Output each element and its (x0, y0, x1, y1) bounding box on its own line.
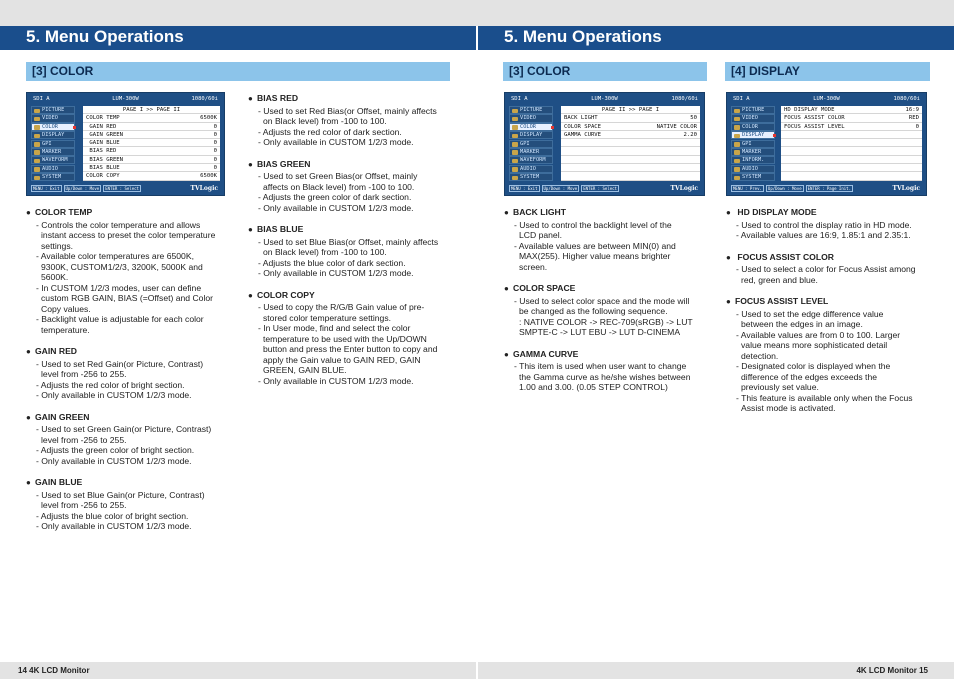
screen-setting-value: 6500K (200, 115, 217, 122)
item-text-line: - Available color temperatures are 6500K, (36, 251, 194, 261)
menu-item-icon (512, 150, 518, 155)
item-text-line: - Only available in CUSTOM 1/2/3 mode. (258, 375, 414, 386)
screen-setting-value: 6500K (200, 173, 217, 180)
item-text-line: between the edges in an image. (741, 319, 863, 329)
screen-menu-label: COLOR (42, 123, 58, 130)
item-text-line: - Adjusts the blue color of dark section. (258, 257, 406, 268)
item-text-line: on Black level) from -100 to 100. (263, 116, 387, 126)
screen-settings-row (781, 106, 922, 114)
item-text-line: value means more sophisticated detail (741, 340, 888, 350)
item-text-line: - Designated color is displayed when the (736, 361, 891, 371)
item-text-line: - Used to set Red Gain(or Picture, Contrast) (36, 358, 204, 369)
item-text-line: - Controls the color temperature and allows (36, 219, 201, 230)
menu-item-icon (734, 117, 740, 122)
description-item (504, 207, 710, 272)
screen-settings-row (561, 139, 700, 147)
screen-key-hint: MENU : Exit (33, 186, 60, 191)
screen-model: LUM-300W (591, 96, 618, 102)
item-heading: ● BACK LIGHT (504, 207, 710, 219)
screen-setting-value: 0 (213, 156, 217, 163)
screen-setting-label: PAGE I >> PAGE II (122, 107, 181, 113)
item-text-line: stored color temperature settings. (263, 312, 392, 323)
item-heading: ● BIAS GREEN (248, 159, 454, 171)
screen-setting-label: BIAS GREEN (86, 156, 124, 163)
item-text-line: - This item is used when user want to change (514, 361, 687, 371)
screen-settings-row (561, 114, 700, 122)
screen-settings-row (561, 123, 700, 131)
screen-menu-item (509, 131, 553, 139)
item-text-line: - Used to set Blue Gain(or Picture, Contrast) (36, 489, 205, 500)
screen-menu-label: MARKER (520, 148, 540, 155)
screen-settings-panel (83, 106, 220, 181)
screen-key-hint: MENU : Exit (511, 186, 538, 191)
item-text-line: difference of the edges exceeds the (741, 371, 878, 382)
item-heading: ● GAIN GREEN (26, 412, 222, 424)
screen-menu-item (731, 140, 775, 148)
screen-setting-label: BIAS BLUE (86, 165, 120, 172)
screen-menu-item (509, 140, 553, 148)
item-text-line: 5600K. (41, 272, 69, 282)
screen-setting-label: GAIN RED (86, 123, 117, 130)
screen-settings-row (561, 156, 700, 164)
screen-settings-row (83, 106, 220, 114)
screen-setting-value: 50 (690, 115, 697, 122)
description-item (248, 224, 454, 279)
top-band (0, 0, 954, 26)
screen-setting-label: COLOR TEMP (86, 115, 120, 122)
item-text-line: 9300K, CUSTOM1/2/3, 3200K, 5000K and (41, 261, 203, 272)
screen-brand-logo: TVLogic (670, 185, 698, 192)
menu-item-icon (512, 117, 518, 122)
menu-item-icon (34, 142, 40, 147)
screen-key-hint: Up/Down : Move (543, 186, 578, 191)
screen-settings-row (561, 147, 700, 155)
screen-brand-logo: TVLogic (190, 185, 218, 192)
screen-menu-label: SYSTEM (742, 174, 762, 180)
screen-menu-item (31, 106, 75, 114)
screen-key-hint: MENU : Prev. (733, 186, 762, 191)
menu-item-icon (34, 176, 40, 181)
item-text-line: - Only available in CUSTOM 1/2/3 mode. (36, 390, 192, 400)
item-text-line: - Available values are between MIN(0) and (514, 240, 676, 251)
screen-key-hint: Up/Down : Move (767, 186, 802, 191)
page-title-bar-right (478, 26, 954, 50)
screen-menu-label: GPI (42, 140, 52, 147)
screen-menu-item (731, 114, 775, 122)
item-text-line: level from -256 to 255. (41, 500, 127, 510)
screen-menu-item (731, 131, 775, 139)
screen-settings-row (83, 139, 220, 147)
item-text-line: SMPTE-C -> LUT EBU -> LUT D-CINEMA (519, 327, 681, 337)
screen-setting-value: 0 (213, 148, 217, 155)
monitor-screenshot-color-page1 (26, 92, 225, 196)
screen-menu-item (509, 114, 553, 122)
screen-menu-label: SYSTEM (42, 174, 62, 180)
item-text-line: temperature to be used with the Up/DOWN (263, 333, 427, 344)
item-text-line: button and press the Enter button to copy and (263, 344, 438, 354)
item-text-line: : NATIVE COLOR -> REC-709(sRGB) -> LUT (519, 316, 693, 327)
screen-menu-item (509, 156, 553, 164)
screen-setting-label: COLOR COPY (86, 173, 120, 180)
menu-item-icon (512, 125, 518, 130)
screen-setting-label: BACK LIGHT (564, 115, 598, 122)
item-text-line: red, green and blue. (741, 274, 818, 285)
screen-settings-row (83, 123, 220, 131)
screen-menu-label: MARKER (42, 148, 62, 155)
screen-setting-value: 0 (213, 123, 217, 130)
screen-key-hints (31, 185, 220, 193)
screen-setting-value: 0 (915, 123, 919, 130)
description-item (504, 349, 710, 393)
item-text-line: - Adjusts the blue color of bright section. (36, 510, 189, 521)
screen-menu-label: COLOR (742, 123, 758, 130)
item-text-line: - Only available in CUSTOM 1/2/3 mode. (258, 202, 414, 213)
item-text-line: apply the Gain value to GAIN RED, GAIN (263, 354, 421, 365)
item-text-line: - Available values are from 0 to 100. Larger (736, 329, 901, 340)
screen-menu (31, 106, 75, 181)
item-heading: ● GAMMA CURVE (504, 349, 710, 361)
screen-menu-label: PICTURE (42, 107, 65, 113)
screen-menu-label: MARKER (742, 148, 762, 155)
screen-menu (731, 106, 775, 181)
item-text-line: - Used to copy the R/G/B Gain value of pre- (258, 302, 425, 312)
screen-status-bar (509, 95, 700, 104)
menu-item-icon (512, 167, 518, 172)
screen-menu-label: DISPLAY (742, 132, 765, 139)
screen-status-bar (731, 95, 922, 104)
menu-item-icon (734, 109, 740, 114)
screen-menu-label: VIDEO (42, 115, 58, 122)
menu-item-icon (34, 150, 40, 155)
item-text-line: - This feature is available only when the Focus (736, 392, 913, 403)
item-text-line: - Adjusts the green color of dark section. (258, 192, 412, 202)
screen-settings-panel (781, 106, 922, 181)
item-text-line: - Used to set Green Gain(or Picture, Contrast) (36, 424, 212, 434)
item-text-line: - Only available in CUSTOM 1/2/3 mode. (36, 521, 192, 531)
screen-menu-item (509, 173, 553, 181)
screen-menu-label: GPI (520, 140, 530, 147)
item-text-line: temperature. (41, 324, 90, 335)
screen-setting-value: 0 (213, 131, 217, 138)
screen-menu-label: AUDIO (520, 165, 536, 172)
screen-setting-value: RED (908, 115, 919, 122)
menu-item-icon (734, 150, 740, 155)
menu-item-icon (512, 109, 518, 114)
screen-menu-item (509, 165, 553, 173)
screen-format: 1080/60i (893, 96, 920, 102)
item-text-line: LCD panel. (519, 230, 562, 240)
item-text-line: - Used to select a color for Focus Assist among (736, 264, 916, 274)
screen-setting-value: 2.20 (683, 131, 697, 138)
screen-settings-row (83, 164, 220, 172)
item-text-line: - Adjusts the green color of bright section. (36, 445, 195, 455)
screen-settings-panel (561, 106, 700, 181)
description-column (26, 207, 222, 532)
screen-status-bar (31, 95, 220, 104)
page-title-bar-left (0, 26, 476, 50)
item-text-line: - In CUSTOM 1/2/3 modes, user can define (36, 282, 202, 293)
menu-item-icon (34, 117, 40, 122)
menu-item-icon (34, 159, 40, 164)
screen-settings-row (83, 114, 220, 122)
menu-item-icon (512, 134, 518, 139)
screen-menu-label: WAVEFORM (520, 157, 546, 164)
description-item (248, 159, 454, 214)
screen-menu-item (31, 114, 75, 122)
screen-setting-label: FOCUS ASSIST COLOR (784, 115, 845, 122)
screen-menu-item (31, 140, 75, 148)
screen-settings-row (561, 106, 700, 114)
item-heading: ● COLOR SPACE (504, 283, 710, 295)
section-heading-display: [4] DISPLAY (725, 62, 930, 81)
screen-settings-row (781, 147, 922, 155)
item-text-line: instant access to preset the color temperature (41, 230, 216, 240)
screen-setting-label: BIAS RED (86, 148, 117, 155)
item-text-line: - Adjusts the red color of bright section. (36, 379, 185, 390)
section-heading-color-left: [3] COLOR (26, 62, 450, 81)
description-item (726, 296, 932, 414)
screen-input: SDI A (511, 96, 528, 102)
screen-setting-label: GAIN BLUE (86, 140, 120, 147)
item-heading: ● GAIN BLUE (26, 477, 222, 489)
item-text-line: - Used to control the display ratio in HD mode. (736, 219, 912, 230)
item-text-line: - Only available in CUSTOM 1/2/3 mode. (258, 137, 414, 147)
screen-key-hint: ENTER : Select (583, 186, 617, 191)
screen-menu-label: SYSTEM (520, 174, 540, 180)
item-text-line: affects on Black level) from -100 to 100. (263, 181, 415, 192)
screen-menu-label: GPI (742, 140, 752, 147)
screen-menu-label: AUDIO (42, 165, 58, 172)
screen-menu-item (31, 165, 75, 173)
screen-menu-item (731, 156, 775, 164)
menu-item-icon (512, 142, 518, 147)
item-text-line: screen. (519, 261, 548, 272)
item-text-line: - Used to set Blue Bias(or Offset, mainly affects (258, 236, 439, 247)
item-text-line: - Used to set Green Bias(or Offset, mainly (258, 171, 418, 181)
screen-menu-item (31, 148, 75, 156)
screen-key-hint: ENTER : Select (105, 186, 139, 191)
item-heading: ● FOCUS ASSIST LEVEL (726, 296, 932, 308)
footer-right: 4K LCD Monitor 15 (856, 666, 928, 675)
screen-menu-label: DISPLAY (42, 132, 65, 139)
monitor-screenshot-color-page2 (504, 92, 705, 196)
screen-setting-label: GAMMA CURVE (564, 131, 602, 138)
screen-menu-label: DISPLAY (520, 132, 543, 139)
item-text-line: - Only available in CUSTOM 1/2/3 mode. (258, 268, 414, 278)
screen-settings-row (781, 139, 922, 147)
screen-input: SDI A (733, 96, 750, 102)
screen-menu-item (731, 123, 775, 131)
screen-menu-item (31, 173, 75, 181)
screen-menu-item (31, 123, 75, 131)
screen-settings-row (781, 114, 922, 122)
screen-settings-row (781, 156, 922, 164)
screen-settings-row (83, 156, 220, 164)
item-heading: ● COLOR COPY (248, 290, 454, 302)
item-text-line: - Used to select color space and the mode will (514, 295, 690, 306)
menu-item-icon (34, 167, 40, 172)
item-heading: ● GAIN RED (26, 346, 222, 358)
item-text-line: on Black level) from -100 to 100. (263, 247, 387, 257)
screen-key-hint: ENTER : Page Init. (807, 186, 851, 191)
page-title-right: 5. Menu Operations (504, 27, 662, 46)
screen-menu-label: PICTURE (742, 107, 765, 113)
item-text-line: - Adjusts the red color of dark section. (258, 126, 402, 137)
description-item (726, 207, 932, 241)
menu-item-icon (734, 159, 740, 164)
description-item (248, 93, 454, 148)
menu-item-icon (734, 176, 740, 181)
menu-item-icon (734, 142, 740, 147)
item-text-line: custom RGB GAIN, BIAS (=Offset) and Color (41, 293, 214, 303)
screen-settings-row (561, 131, 700, 139)
description-column (726, 207, 932, 414)
item-text-line: Copy values. (41, 303, 91, 314)
page-title-left: 5. Menu Operations (26, 27, 184, 46)
screen-settings-row (781, 123, 922, 131)
item-text-line: - Used to set Red Bias(or Offset, mainly affects (258, 105, 437, 116)
screen-menu-label: AUDIO (742, 165, 758, 172)
screen-setting-value: 0 (213, 165, 217, 172)
item-heading: ● FOCUS ASSIST COLOR (726, 252, 932, 264)
screen-model: LUM-300W (112, 96, 139, 102)
item-text-line: - In User mode, find and select the color (258, 323, 411, 333)
description-column (504, 207, 710, 393)
screen-key-hint: Up/Down : Move (65, 186, 100, 191)
item-text-line: - Available values are 16:9, 1.85:1 and 2.35:1. (736, 230, 911, 240)
screen-settings-row (83, 131, 220, 139)
item-text-line: level from -256 to 255. (41, 369, 127, 379)
item-text-line: 1.00 and 3.00. (0.05 STEP CONTROL) (519, 382, 668, 392)
menu-item-icon (34, 134, 40, 139)
item-text-line: detection. (741, 350, 779, 361)
item-heading: ● BIAS RED (248, 93, 454, 105)
screen-setting-label: HD DISPLAY MODE (784, 107, 835, 113)
screen-model: LUM-300W (813, 96, 840, 102)
item-text-line: settings. (41, 240, 74, 251)
menu-item-icon (734, 134, 740, 139)
item-heading: ● BIAS BLUE (248, 224, 454, 236)
screen-setting-label: GAIN GREEN (86, 131, 124, 138)
screen-menu-label: INFORM. (742, 157, 765, 164)
screen-format: 1080/60i (671, 96, 698, 102)
screen-setting-value: 0 (213, 140, 217, 147)
screen-format: 1080/60i (191, 96, 218, 102)
item-text-line: be changed as the following sequence. (519, 306, 668, 316)
footer-left: 14 4K LCD Monitor (18, 666, 90, 675)
screen-brand-logo: TVLogic (892, 185, 920, 192)
screen-setting-label: PAGE II >> PAGE I (601, 107, 660, 113)
screen-key-hints (509, 185, 700, 193)
screen-menu-label: COLOR (520, 123, 536, 130)
description-item (26, 477, 222, 532)
description-column (248, 93, 454, 386)
screen-menu-item (31, 156, 75, 164)
menu-item-icon (34, 125, 40, 130)
item-heading: ● HD DISPLAY MODE (726, 207, 932, 219)
item-text-line: Assist mode is activated. (741, 403, 836, 413)
item-text-line: - Backlight value is adjustable for each color (36, 314, 204, 324)
item-text-line: - Only available in CUSTOM 1/2/3 mode. (36, 455, 192, 466)
screen-menu-item (31, 131, 75, 139)
description-item (504, 283, 710, 338)
screen-input: SDI A (33, 96, 50, 102)
screen-setting-value: NATIVE COLOR (656, 123, 697, 130)
item-text-line: - Used to control the backlight level of the (514, 219, 672, 230)
screen-menu (509, 106, 553, 181)
item-text-line: previously set value. (741, 382, 819, 392)
screen-settings-row (83, 172, 220, 180)
section-heading-color-right: [3] COLOR (503, 62, 707, 81)
description-item (726, 252, 932, 286)
item-heading: ● COLOR TEMP (26, 207, 222, 219)
screen-menu-item (731, 165, 775, 173)
item-text-line: level from -256 to 255. (41, 434, 127, 445)
screen-setting-label: FOCUS ASSIST LEVEL (784, 123, 845, 130)
menu-item-icon (512, 176, 518, 181)
screen-menu-item (509, 148, 553, 156)
screen-settings-row (781, 164, 922, 172)
menu-item-icon (512, 159, 518, 164)
screen-menu-item (509, 123, 553, 131)
screen-settings-row (781, 131, 922, 139)
screen-settings-row (561, 172, 700, 180)
screen-menu-item (509, 106, 553, 114)
screen-key-hints (731, 185, 922, 193)
description-item (26, 207, 222, 335)
screen-settings-row (781, 172, 922, 180)
page-gutter (476, 662, 478, 679)
screen-menu-item (731, 148, 775, 156)
monitor-screenshot-display (726, 92, 927, 196)
screen-menu-label: PICTURE (520, 107, 543, 113)
description-item (26, 412, 222, 467)
screen-menu-label: VIDEO (520, 115, 536, 122)
item-text-line: MAX(255). Higher value means brighter (519, 251, 671, 261)
item-text-line: the Gamma curve as he/she wishes between (519, 371, 691, 382)
item-text-line: - Used to set the edge difference value (736, 308, 884, 319)
description-item (26, 346, 222, 401)
screen-settings-row (83, 147, 220, 155)
footer-bar (0, 662, 954, 679)
screen-menu-item (731, 106, 775, 114)
item-text-line: GREEN, GAIN BLUE. (263, 365, 347, 375)
screen-setting-label: COLOR SPACE (564, 123, 602, 130)
screen-menu-label: VIDEO (742, 115, 758, 122)
description-item (248, 290, 454, 387)
menu-item-icon (34, 109, 40, 114)
screen-settings-row (561, 164, 700, 172)
menu-item-icon (734, 125, 740, 130)
screen-menu-item (731, 173, 775, 181)
menu-item-icon (734, 167, 740, 172)
screen-menu-label: WAVEFORM (42, 157, 68, 164)
screen-setting-value: 16:9 (905, 107, 919, 113)
